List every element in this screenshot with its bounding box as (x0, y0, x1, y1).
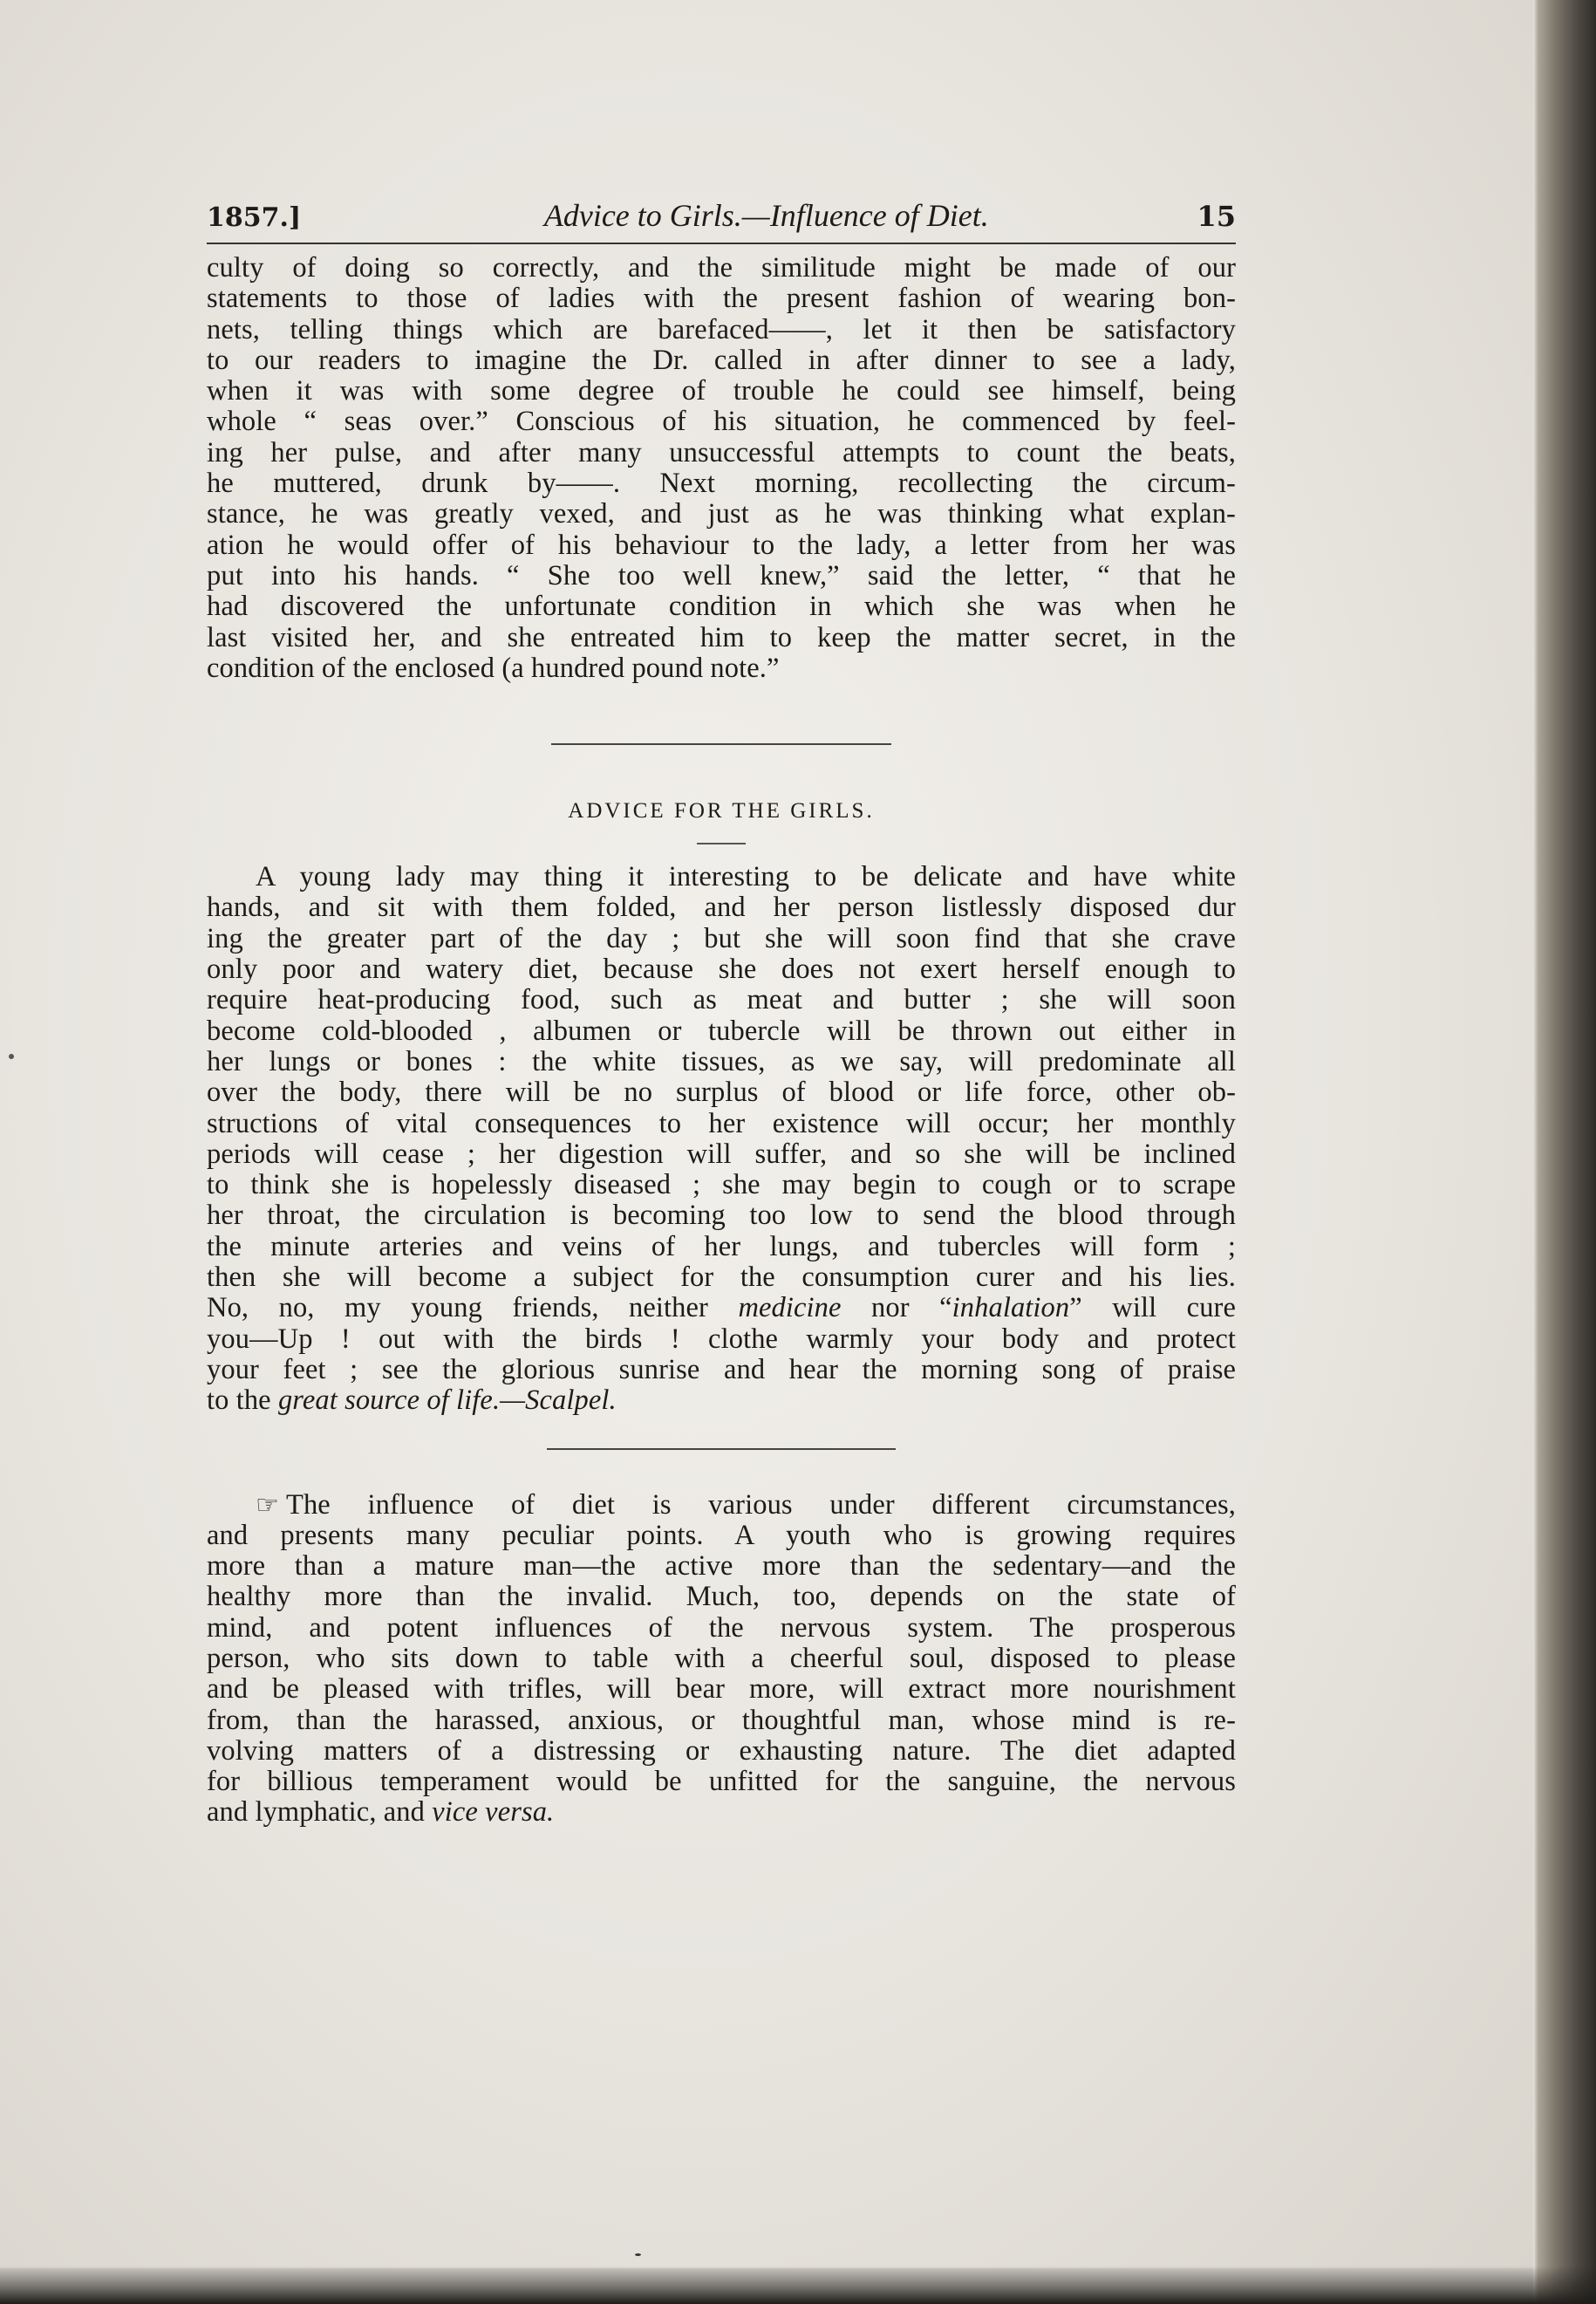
text-line: had discovered the unfortunate condition in which she was when he (207, 591, 1236, 623)
running-head (207, 197, 1236, 236)
book-binding (1533, 0, 1596, 2304)
text-line: her throat, the circulation is becoming too low to send the blood through (207, 1200, 1236, 1232)
text-line: you—Up ! out with the birds ! clothe warmly your body and protect (207, 1323, 1236, 1355)
text-line: he muttered, drunk by——. Next morning, recollecting the circum- (207, 468, 1236, 500)
text-line: your feet ; see the glorious sunrise and hear the morning song of praise (207, 1353, 1236, 1385)
text-line: put into his hands. “ She too well knew,” said the letter, “ that he (207, 559, 1236, 591)
text-line: culty of doing so correctly, and the similitude might be made of our (207, 252, 1236, 284)
text-line: condition of the enclosed (a hundred pound note.” (207, 652, 780, 684)
text-line: require heat-producing food, such as meat and butter ; she will soon (207, 984, 1236, 1016)
text-line (207, 1293, 1236, 1323)
text-line: when it was with some degree of trouble he could see himself, being (207, 375, 1236, 407)
text-line: from, than the harassed, anxious, or thoughtful man, whose mind is re- (207, 1704, 1236, 1736)
text-line: periods will cease ; her digestion will suffer, and so she will be inclined (207, 1138, 1236, 1170)
page-number: 15 (1197, 200, 1236, 233)
text-line (207, 1490, 1236, 1521)
advice-paragraph (207, 862, 1236, 1416)
diet-paragraph (207, 1490, 1236, 1829)
text-line: to think she is hopelessly diseased ; she may begin to cough or to scrape (207, 1169, 1236, 1201)
text-run: and lymphatic, and (207, 1796, 425, 1829)
text-line: and be pleased with trifles, will bear more, will extract more nourishment (207, 1673, 1236, 1706)
paper-speck (635, 2253, 641, 2256)
running-head-rule (207, 243, 1236, 244)
text-line: nets, telling things which are barefaced——, let it then be satisfactory (207, 313, 1236, 345)
text-line: A young lady may thing it interesting to be delicate and have white (256, 861, 1236, 893)
text-line: ing her pulse, and after many unsuccessful attempts to count the beats, (207, 436, 1236, 468)
text-run: ” will cure (1069, 1292, 1236, 1324)
text-line: statements to those of ladies with the present fashion of wearing bon- (207, 283, 1236, 315)
text-line: ing the greater part of the day ; but she will soon find that she crave (207, 922, 1236, 954)
text-line: and presents many peculiar points. A youth who is growing requires (207, 1519, 1236, 1551)
text-run: No, no, my young friends, neither (207, 1292, 708, 1324)
bottom-shadow (0, 2266, 1596, 2304)
text-line: for billious temperament would be unfitted for the sanguine, the nervous (207, 1766, 1236, 1798)
text-line: person, who sits down to table with a cheerful soul, disposed to please (207, 1642, 1236, 1674)
text-run: nor “ (871, 1292, 952, 1324)
text-line (207, 1797, 1236, 1828)
paper-speck (9, 1054, 14, 1059)
text-line: then she will become a subject for the consumption curer and his lies. (207, 1261, 1236, 1294)
text-line (207, 1385, 1236, 1416)
text-line: volving matters of a distressing or exhausting nature. The diet adapted (207, 1734, 1236, 1767)
text-line: over the body, there will be no surplus of blood or life force, other ob- (207, 1077, 1236, 1109)
text-line: last visited her, and she entreated him to keep the matter secret, in the (207, 621, 1236, 653)
pointing-hand-icon: ☞ (256, 1489, 279, 1521)
page-content (207, 197, 1236, 1829)
text-line: to our readers to imagine the Dr. called in after dinner to see a lady, (207, 344, 1236, 376)
continued-paragraph (207, 253, 1236, 684)
text-line: ation he would offer of his behaviour to the lady, a letter from her was (207, 529, 1236, 561)
text-line: whole “ seas over.” Conscious of his situation, he commenced by feel- (207, 406, 1236, 438)
page-edge (1533, 0, 1538, 2304)
text-line: more than a mature man—the active more than the sedentary—and the (207, 1550, 1236, 1583)
italic-run: great source of life.—Scalpel. (277, 1384, 617, 1417)
text-line: mind, and potent influences of the nervous system. The prosperous (207, 1611, 1236, 1644)
text-line: only poor and watery diet, because she does not exert herself enough to (207, 954, 1236, 986)
italic-run: inhalation (951, 1292, 1070, 1324)
text-run: The influence of diet is various under different circumstances, (286, 1488, 1236, 1521)
running-head-year: 1857.] (207, 202, 302, 233)
text-line: stance, he was greatly vexed, and just as he was thinking what explan- (207, 498, 1236, 530)
italic-run: medicine (738, 1292, 842, 1324)
text-line: structions of vital consequences to her existence will occur; her monthly (207, 1107, 1236, 1139)
text-run: to the (207, 1384, 271, 1417)
section-heading: ADVICE FOR THE GIRLS. (568, 799, 875, 824)
italic-run: vice versa. (432, 1796, 555, 1829)
text-line: the minute arteries and veins of her lungs, and tubercles will form ; (207, 1230, 1236, 1262)
text-line: hands, and sit with them folded, and her person listlessly disposed dur (207, 892, 1236, 924)
running-head-title: Advice to Girls.—Influence of Diet. (543, 198, 989, 233)
text-line: her lungs or bones : the white tissues, as we say, will predominate all (207, 1045, 1236, 1077)
text-line: healthy more than the invalid. Much, too, depends on the state of (207, 1581, 1236, 1613)
text-line: become cold-blooded , albumen or tubercle will be thrown out either in (207, 1015, 1236, 1047)
